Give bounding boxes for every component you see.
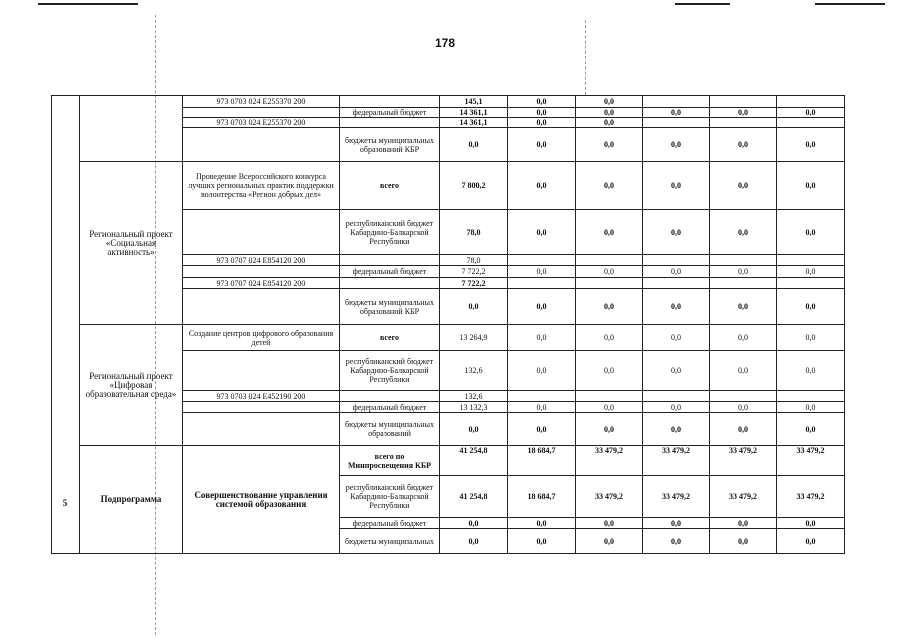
top-rule-right — [815, 3, 885, 5]
value-cell: 0,0 — [440, 289, 508, 325]
budget-code-cell: 973 0707 024 E854120 200 — [183, 255, 340, 266]
budget-code-cell: 973 0703 024 E452190 200 — [183, 391, 340, 402]
value-cell: 13 264,9 — [440, 325, 508, 351]
value-cell: 0,0 — [508, 162, 576, 210]
value-cell: 33 479,2 — [777, 446, 845, 476]
value-cell — [576, 255, 643, 266]
value-cell: 0,0 — [508, 529, 576, 554]
value-cell — [643, 96, 710, 108]
value-cell — [710, 278, 777, 289]
value-cell: 0,0 — [576, 351, 643, 391]
value-cell: 0,0 — [576, 266, 643, 278]
value-cell: 0,0 — [777, 413, 845, 446]
funding-source-cell: федеральный бюджет — [340, 108, 440, 118]
funding-source-cell — [340, 118, 440, 128]
value-cell — [777, 96, 845, 108]
budget-code-cell — [183, 266, 340, 278]
value-cell: 0,0 — [576, 108, 643, 118]
value-cell: 0,0 — [508, 351, 576, 391]
value-cell — [508, 255, 576, 266]
table-row — [52, 96, 845, 108]
value-cell: 0,0 — [710, 325, 777, 351]
value-cell: 41 254,8 — [440, 446, 508, 476]
value-cell: 0,0 — [643, 289, 710, 325]
value-cell: 0,0 — [710, 266, 777, 278]
value-cell: 7 800,2 — [440, 162, 508, 210]
value-cell: 0,0 — [508, 96, 576, 108]
table-row — [52, 446, 845, 476]
value-cell: 0,0 — [643, 402, 710, 413]
value-cell — [643, 391, 710, 402]
value-cell: 0,0 — [576, 402, 643, 413]
value-cell: 0,0 — [710, 413, 777, 446]
top-rule-left — [38, 3, 138, 5]
value-cell: 0,0 — [777, 402, 845, 413]
value-cell: 145,1 — [440, 96, 508, 108]
funding-source-cell: бюджеты муниципальных образований — [340, 413, 440, 446]
budget-code-cell — [183, 210, 340, 255]
budget-code-cell — [183, 351, 340, 391]
value-cell: 0,0 — [576, 96, 643, 108]
funding-source-cell: республиканский бюджет Кабардино-Балкарской Республики — [340, 351, 440, 391]
value-cell — [710, 391, 777, 402]
value-cell: 33 479,2 — [710, 476, 777, 518]
funding-source-cell: всего по Минпросвещения КБР — [340, 446, 440, 476]
value-cell: 0,0 — [777, 529, 845, 554]
value-cell — [643, 278, 710, 289]
activity-name-cell: Проведение Всероссийского конкурса лучших региональных практик поддержки волонтерства «Регион добрых дел» — [183, 162, 340, 210]
funding-source-cell: федеральный бюджет — [340, 518, 440, 529]
section-label-social-activity: Региональный проект «Социальная активность» — [80, 162, 183, 325]
section-label-digital-environment: Региональный проект «Цифровая образовательная среда» — [80, 325, 183, 446]
value-cell — [508, 391, 576, 402]
table-row — [52, 162, 845, 210]
value-cell: 0,0 — [643, 108, 710, 118]
funding-source-cell: всего — [340, 162, 440, 210]
value-cell: 0,0 — [777, 108, 845, 118]
value-cell — [710, 96, 777, 108]
value-cell — [508, 278, 576, 289]
funding-source-cell: республиканский бюджет Кабардино-Балкарской Республики — [340, 210, 440, 255]
value-cell — [777, 278, 845, 289]
value-cell: 0,0 — [643, 518, 710, 529]
value-cell: 0,0 — [508, 325, 576, 351]
value-cell: 0,0 — [440, 529, 508, 554]
value-cell: 0,0 — [576, 128, 643, 162]
value-cell: 0,0 — [710, 210, 777, 255]
funding-source-cell: республиканский бюджет Кабардино-Балкарской Республики — [340, 476, 440, 518]
value-cell: 0,0 — [576, 162, 643, 210]
budget-code-cell — [183, 289, 340, 325]
value-cell — [576, 391, 643, 402]
value-cell: 0,0 — [508, 118, 576, 128]
page-number: 178 — [434, 36, 456, 50]
value-cell: 33 479,2 — [643, 446, 710, 476]
section-label-subprogram: Подпрограмма — [80, 446, 183, 554]
value-cell: 0,0 — [710, 289, 777, 325]
value-cell: 0,0 — [777, 210, 845, 255]
value-cell: 0,0 — [710, 518, 777, 529]
value-cell: 0,0 — [440, 413, 508, 446]
value-cell: 0,0 — [440, 518, 508, 529]
value-cell — [777, 391, 845, 402]
value-cell: 132,6 — [440, 351, 508, 391]
value-cell: 0,0 — [576, 210, 643, 255]
funding-source-cell — [340, 278, 440, 289]
funding-source-cell — [340, 391, 440, 402]
value-cell: 0,0 — [710, 529, 777, 554]
value-cell: 0,0 — [710, 402, 777, 413]
value-cell — [777, 118, 845, 128]
value-cell: 0,0 — [710, 162, 777, 210]
funding-source-cell: федеральный бюджет — [340, 402, 440, 413]
section-cell — [80, 96, 183, 162]
activity-name-cell: Создание центров цифрового образования детей — [183, 325, 340, 351]
value-cell: 0,0 — [643, 351, 710, 391]
value-cell — [777, 255, 845, 266]
value-cell: 0,0 — [508, 289, 576, 325]
budget-code-cell — [183, 128, 340, 162]
value-cell: 0,0 — [508, 108, 576, 118]
value-cell: 0,0 — [643, 266, 710, 278]
funding-source-cell — [340, 255, 440, 266]
budget-table — [51, 95, 845, 554]
value-cell: 78,0 — [440, 210, 508, 255]
value-cell: 33 479,2 — [710, 446, 777, 476]
value-cell: 14 361,1 — [440, 108, 508, 118]
value-cell — [643, 255, 710, 266]
index-cell — [52, 96, 80, 554]
value-cell: 0,0 — [777, 162, 845, 210]
value-cell: 41 254,8 — [440, 476, 508, 518]
scan-fold-line — [585, 20, 586, 95]
funding-source-cell: бюджеты муниципальных — [340, 529, 440, 554]
value-cell: 0,0 — [508, 210, 576, 255]
value-cell: 33 479,2 — [643, 476, 710, 518]
value-cell: 0,0 — [777, 289, 845, 325]
value-cell: 0,0 — [576, 529, 643, 554]
value-cell: 0,0 — [508, 402, 576, 413]
budget-code-cell — [183, 413, 340, 446]
funding-source-cell: федеральный бюджет — [340, 266, 440, 278]
value-cell: 0,0 — [576, 289, 643, 325]
value-cell: 0,0 — [643, 210, 710, 255]
value-cell: 0,0 — [777, 518, 845, 529]
value-cell: 0,0 — [576, 325, 643, 351]
value-cell: 13 132,3 — [440, 402, 508, 413]
value-cell: 0,0 — [508, 266, 576, 278]
table-row — [52, 325, 845, 351]
value-cell: 0,0 — [777, 325, 845, 351]
value-cell: 0,0 — [710, 351, 777, 391]
value-cell: 14 361,1 — [440, 118, 508, 128]
budget-code-cell: 973 0703 024 E255370 200 — [183, 118, 340, 128]
value-cell: 0,0 — [508, 413, 576, 446]
budget-code-cell: 973 0703 024 E255370 200 — [183, 96, 340, 108]
value-cell: 0,0 — [643, 529, 710, 554]
activity-name-cell: Совершенствование управления системой образования — [183, 446, 340, 554]
row-index-5: 5 — [62, 498, 68, 508]
value-cell: 33 479,2 — [777, 476, 845, 518]
funding-source-cell — [340, 96, 440, 108]
budget-code-cell — [183, 108, 340, 118]
funding-source-cell: всего — [340, 325, 440, 351]
top-rule-middle — [675, 3, 730, 5]
value-cell: 0,0 — [576, 518, 643, 529]
value-cell — [643, 118, 710, 128]
value-cell — [710, 118, 777, 128]
funding-source-cell: бюджеты муниципальных образований КБР — [340, 128, 440, 162]
value-cell: 0,0 — [710, 128, 777, 162]
value-cell: 0,0 — [777, 128, 845, 162]
value-cell: 78,0 — [440, 255, 508, 266]
value-cell — [576, 278, 643, 289]
budget-code-cell: 973 0707 024 E854120 200 — [183, 278, 340, 289]
value-cell: 0,0 — [710, 108, 777, 118]
funding-source-cell: бюджеты муниципальных образований КБР — [340, 289, 440, 325]
value-cell: 18 684,7 — [508, 446, 576, 476]
value-cell: 18 684,7 — [508, 476, 576, 518]
value-cell: 0,0 — [508, 128, 576, 162]
value-cell: 33 479,2 — [576, 446, 643, 476]
value-cell: 7 722,2 — [440, 278, 508, 289]
value-cell: 0,0 — [576, 118, 643, 128]
value-cell — [710, 255, 777, 266]
value-cell: 0,0 — [643, 413, 710, 446]
value-cell: 7 722,2 — [440, 266, 508, 278]
value-cell: 0,0 — [643, 162, 710, 210]
value-cell: 132,6 — [440, 391, 508, 402]
value-cell: 0,0 — [643, 325, 710, 351]
budget-code-cell — [183, 402, 340, 413]
value-cell: 0,0 — [508, 518, 576, 529]
value-cell: 0,0 — [777, 351, 845, 391]
value-cell: 0,0 — [777, 266, 845, 278]
value-cell: 33 479,2 — [576, 476, 643, 518]
value-cell: 0,0 — [576, 413, 643, 446]
value-cell: 0,0 — [643, 128, 710, 162]
value-cell: 0,0 — [440, 128, 508, 162]
